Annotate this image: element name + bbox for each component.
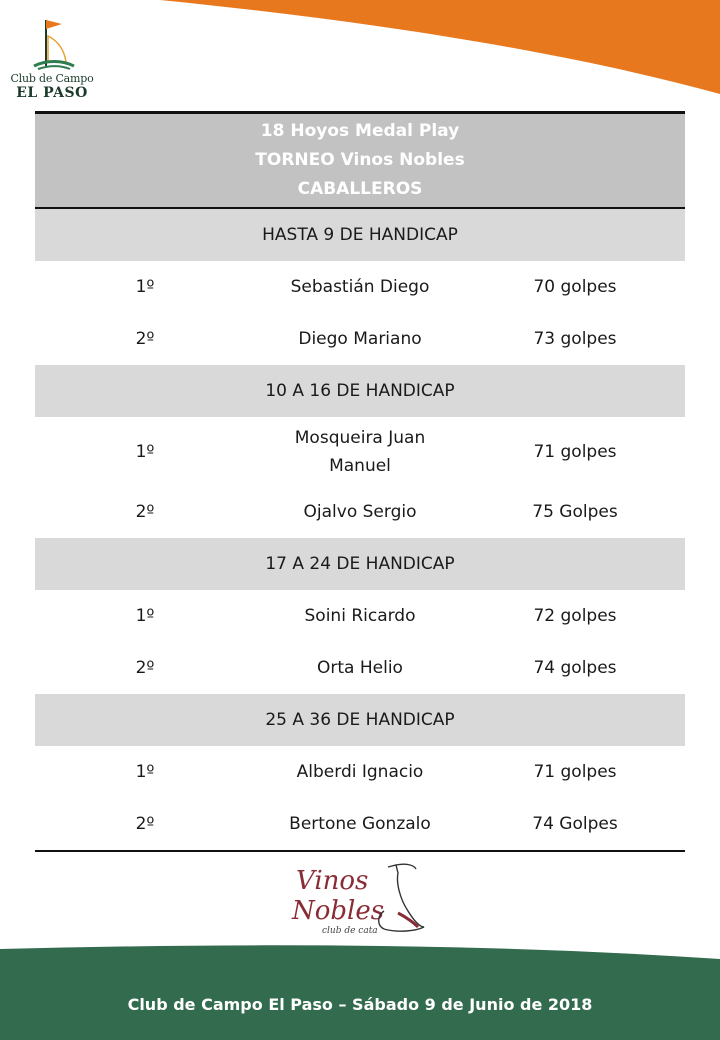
- player-name-cell: Alberdi Ignacio: [296, 762, 424, 782]
- table-row: [35, 417, 685, 486]
- score-cell: 75 Golpes: [532, 502, 618, 522]
- player-name-cell: Sebastián Diego: [290, 277, 430, 297]
- player-name-cell: Soini Ricardo: [304, 606, 416, 626]
- place-cell: 2º: [135, 658, 155, 678]
- score-cell: 71 golpes: [533, 762, 617, 782]
- table-row: [35, 313, 685, 365]
- sponsor-logo-word-1: Vinos: [296, 866, 369, 896]
- score-cell: 72 golpes: [533, 606, 617, 626]
- player-name-cell: Bertone Gonzalo: [289, 814, 431, 834]
- score-cell: 73 golpes: [533, 329, 617, 349]
- player-name-cell: [255, 424, 465, 480]
- table-row: [35, 590, 685, 642]
- club-logo: [4, 14, 100, 106]
- table-row: [35, 746, 685, 798]
- table-row: [35, 642, 685, 694]
- header-division: CABALLEROS: [297, 179, 423, 199]
- place-cell: 1º: [135, 606, 155, 626]
- logo-text-club: Club de Campo: [10, 72, 94, 85]
- place-cell: 2º: [135, 814, 155, 834]
- score-cell: 74 golpes: [533, 658, 617, 678]
- place-cell: 2º: [135, 329, 155, 349]
- category-row: HASTA 9 DE HANDICAP: [35, 209, 685, 261]
- score-cell: 71 golpes: [533, 441, 617, 462]
- top-orange-band: [0, 0, 720, 100]
- place-cell: 2º: [135, 502, 155, 522]
- footer-text: Club de Campo El Paso – Sábado 9 de Junio de 2018: [127, 995, 593, 1014]
- table-row: [35, 798, 685, 850]
- decanter-icon: [379, 864, 424, 931]
- player-name-line: Mosqueira Juan: [294, 427, 426, 448]
- player-name-line: Manuel: [329, 455, 391, 476]
- category-row: 17 A 24 DE HANDICAP: [35, 538, 685, 590]
- header-format: 18 Hoyos Medal Play: [260, 121, 460, 141]
- player-name-cell: Orta Helio: [317, 658, 403, 678]
- category-row: 25 A 36 DE HANDICAP: [35, 694, 685, 746]
- sponsor-logo: [280, 853, 440, 943]
- place-cell: 1º: [135, 441, 155, 462]
- player-name-cell: Diego Mariano: [298, 329, 422, 349]
- results-table: [35, 111, 685, 852]
- player-name-cell: Ojalvo Sergio: [303, 502, 417, 522]
- flag-icon: [22, 14, 82, 70]
- logo-text-name: EL PASO: [16, 85, 88, 101]
- table-row: [35, 261, 685, 313]
- table-row: [35, 486, 685, 538]
- score-cell: 70 golpes: [533, 277, 617, 297]
- category-row: 10 A 16 DE HANDICAP: [35, 365, 685, 417]
- table-header: [35, 114, 685, 209]
- sponsor-logo-tagline: club de cata: [322, 926, 378, 936]
- bottom-green-band: [0, 945, 720, 1040]
- place-cell: 1º: [135, 762, 155, 782]
- header-tournament: TORNEO Vinos Nobles: [255, 150, 465, 170]
- place-cell: 1º: [135, 277, 155, 297]
- score-cell: 74 Golpes: [532, 814, 618, 834]
- sponsor-logo-word-2: Nobles: [292, 896, 385, 926]
